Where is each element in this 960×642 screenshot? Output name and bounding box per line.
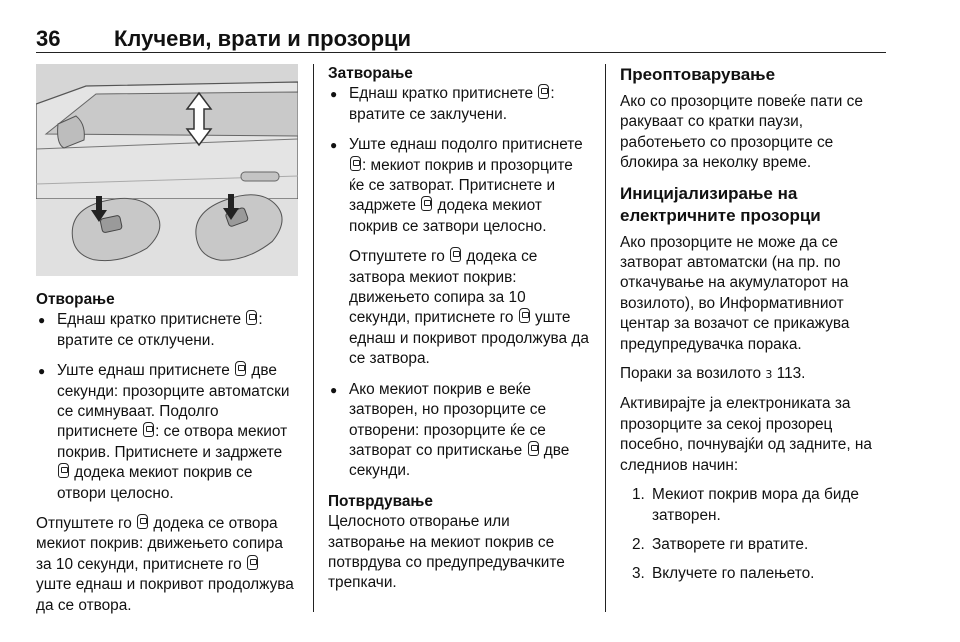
step-number: 2. [632,535,645,553]
lock-key-icon [528,441,539,456]
list-item [620,564,888,584]
column-divider [605,64,606,612]
section-heading-overload: Преоптоварување [620,65,776,84]
list-item: ● Ако мекиот покрив е веќе затворен, но прозорците се отворени: прозорците ќе се затворат со притискање две секунди. [328,380,590,482]
paragraph: Активирајте ја електрониката за прозорците за секој прозорец посебно, почнувајќи од задните, на следниов начин: [620,395,872,474]
unlock-key-icon [235,361,246,376]
paragraph: Отпуштете го додека се отвора мекиот покрив: движењето сопира за 10 секунди, притиснете го уште еднаш и покривот продолжува да се отвора. [36,515,294,614]
lock-key-icon [450,247,461,262]
lock-key-icon [538,84,549,99]
list-item: ● Еднаш кратко притиснете : вратите се заклучени. [328,84,590,125]
column-opening [36,290,298,625]
column-overload [620,64,888,594]
lock-key-icon [519,308,530,323]
section-heading-confirmation: Потврдување [328,492,433,510]
unlock-key-icon [143,422,154,437]
unlock-key-icon [247,555,258,570]
list-item: ● Еднаш кратко притиснете : вратите се отклучени. [36,310,298,351]
step-text: Мекиот покрив мора да биде затворен. [652,486,859,524]
unlock-key-icon [137,514,148,529]
paragraph: Ако прозорците не може да се затворат автоматски (на пр. по откачување на акумулаторот на возилото), во Информативниот центар за возачот се прикажува предупредувачка порака. [620,233,850,353]
section-heading-closing: Затворање [328,65,413,82]
column-closing [328,64,590,603]
paragraph-reference: Пораки за возилото 3 113. [620,365,806,383]
section-heading-opening: Отворање [36,291,115,308]
step-text: Вклучете го палењето. [652,565,815,583]
list-item: ● Уште еднаш подолго притиснете : мекиот покрив и прозорците ќе се затворат. Притиснете и задржете додека мекиот покрив се затвори целосно. [328,135,590,237]
step-number: 3. [632,565,645,583]
page-number: 36 [36,26,61,51]
unlock-key-icon [246,310,257,325]
step-number: 1. [632,486,645,504]
unlock-key-icon [58,463,69,478]
page-reference-arrow-icon: 3 [765,368,773,382]
list-item: ● Уште еднаш притиснете две секунди: прозорците автоматски се симнуваат. Подолго притиснете : се отвора мекиот покрив. Притиснете и задржете додека мекиот покрив се отвори целосно. [36,361,298,504]
page-title: Клучеви, врати и прозорци [114,26,412,51]
list-item [620,535,888,555]
list-item: Отпуштете го додека се затвора мекиот покрив: движењето сопира за 10 секунди, притиснете го уште еднаш и покривот продолжува да се затвора. [349,248,589,368]
page-header [36,24,886,53]
lock-key-icon [350,156,361,171]
step-text: Затворете ги вратите. [652,535,809,553]
car-window-key-illustration [36,64,298,276]
section-heading-initialization: Иницијализирање на електричните прозорци [620,183,821,225]
paragraph: Ако со прозорците повеќе пати се ракуваат со кратки паузи, работењето со прозорците се блокира за неколку време. [620,93,863,172]
column-divider [313,64,314,612]
lock-key-icon [421,196,432,211]
list-item [620,485,888,526]
paragraph: Целосното отворање или затворање на мекиот покрив се потврдува со предупредувачките трепкачи. [328,513,565,592]
